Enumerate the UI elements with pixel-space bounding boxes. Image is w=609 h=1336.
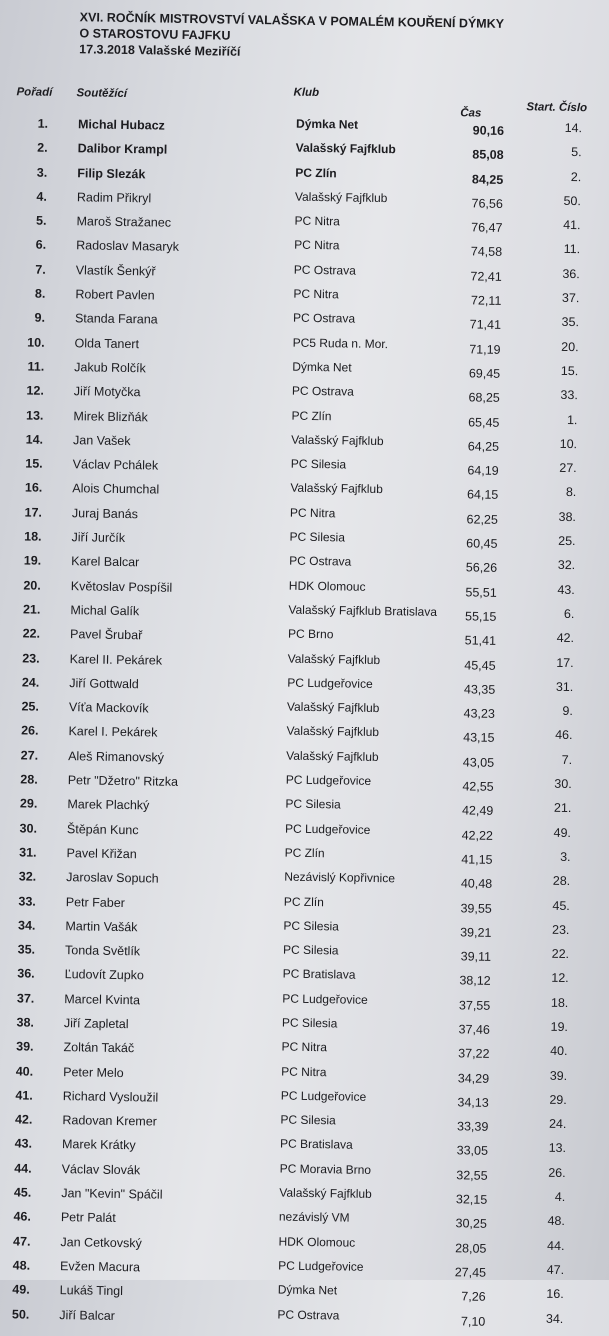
start-number-cell: 4. <box>554 1189 566 1205</box>
column-header-club: Klub <box>293 86 320 100</box>
time-cell: 7,26 <box>461 1289 486 1305</box>
column-header-name: Soutěžící <box>76 87 128 101</box>
name-cell: Jakub Rolčík <box>74 360 146 376</box>
club-cell: PC Silesia <box>283 918 339 934</box>
start-number-cell: 20. <box>561 339 579 354</box>
time-cell: 43,23 <box>463 706 495 721</box>
club-cell: Dýmka Net <box>277 1282 338 1298</box>
start-number-cell: 40. <box>550 1044 568 1059</box>
club-cell: Dýmka Net <box>292 359 352 375</box>
name-cell: Jan Cetkovský <box>60 1234 142 1251</box>
name-cell: Michal Galík <box>70 603 140 619</box>
rank-cell: 40. <box>15 1063 34 1079</box>
club-cell: Valašský Fajfklub <box>291 432 384 448</box>
name-cell: Jan Vašek <box>72 433 131 448</box>
start-number-cell: 7. <box>561 752 573 767</box>
time-cell: 69,45 <box>468 366 501 381</box>
time-cell: 37,46 <box>458 1022 490 1037</box>
name-cell: Václav Pchálek <box>72 457 159 473</box>
start-number-cell: 28. <box>552 873 571 889</box>
club-cell: PC Nitra <box>293 286 339 302</box>
start-number-cell: 21. <box>553 801 572 816</box>
rank-cell: 38. <box>16 1015 35 1030</box>
name-cell: Karel I. Pekárek <box>68 724 158 740</box>
time-cell: 76,47 <box>471 220 503 236</box>
title-line-1: XVI. ROČNÍK MISTROVSTVÍ VALAŠSKA V POMALÉM KOUŘENÍ DÝMKY <box>79 10 505 31</box>
time-cell: 41,15 <box>461 852 493 867</box>
start-number-cell: 13. <box>548 1141 567 1156</box>
rank-cell: 13. <box>25 408 44 423</box>
start-number-cell: 19. <box>550 1019 569 1035</box>
club-cell: PC Bratislava <box>282 966 356 983</box>
club-cell: Dýmka Net <box>295 116 359 132</box>
start-number-cell: 3. <box>560 849 571 864</box>
start-number-cell: 8. <box>565 485 577 500</box>
start-number-cell: 49. <box>553 825 572 840</box>
time-cell: 64,19 <box>467 463 499 479</box>
club-cell: HDK Olomouc <box>288 578 366 594</box>
rank-cell: 12. <box>26 383 44 399</box>
time-cell: 55,51 <box>465 585 497 600</box>
rank-cell: 2. <box>37 140 48 156</box>
club-cell: PC Nitra <box>289 505 336 521</box>
start-number-cell: 14. <box>564 120 583 136</box>
rank-cell: 32. <box>18 869 37 884</box>
rank-cell: 33. <box>18 893 36 909</box>
rank-cell: 15. <box>25 456 43 471</box>
start-number-cell: 9. <box>562 704 574 719</box>
rank-cell: 35. <box>17 942 36 957</box>
start-number-cell: 33. <box>560 388 578 403</box>
club-cell: PC Nitra <box>294 213 341 229</box>
club-cell: Valašský Fajfklub <box>279 1185 372 1202</box>
rank-cell: 49. <box>12 1282 30 1297</box>
time-cell: 64,25 <box>467 439 500 454</box>
club-cell: PC Ludgeřovice <box>284 821 371 837</box>
club-cell: PC Silesia <box>285 796 341 812</box>
time-cell: 72,11 <box>470 293 502 308</box>
start-number-cell: 50. <box>563 193 582 209</box>
name-cell: Jiří Balcar <box>59 1307 116 1323</box>
start-number-cell: 5. <box>571 145 582 160</box>
club-cell: Valašský Fajfklub <box>286 724 380 740</box>
rank-cell: 44. <box>14 1161 32 1176</box>
club-cell: PC Silesia <box>289 529 346 545</box>
start-number-cell: 11. <box>563 242 581 257</box>
start-number-cell: 30. <box>554 776 572 792</box>
time-cell: 56,26 <box>465 560 498 576</box>
name-cell: Richard Vysloužil <box>62 1088 159 1105</box>
club-cell: PC Silesia <box>281 1015 338 1031</box>
rank-cell: 29. <box>19 796 38 811</box>
rank-cell: 22. <box>22 626 41 641</box>
time-cell: 74,58 <box>470 244 503 260</box>
club-cell: PC Zlín <box>283 894 325 909</box>
start-number-cell: 24. <box>548 1116 567 1132</box>
rank-cell: 17. <box>24 505 43 520</box>
name-cell: Radoslav Masaryk <box>76 238 180 255</box>
time-cell: 43,35 <box>463 682 496 697</box>
club-cell: PC Silesia <box>290 456 347 472</box>
start-number-cell: 18. <box>550 995 569 1010</box>
name-cell: Petr Faber <box>65 894 126 910</box>
club-cell: PC Ludgeřovice <box>280 1088 367 1104</box>
time-cell: 27,45 <box>454 1265 487 1280</box>
club-cell: Valašský Fajfklub <box>286 699 380 716</box>
name-cell: Jan "Kevin" Spáčil <box>61 1186 163 1202</box>
rank-cell: 3. <box>36 165 48 180</box>
club-cell: Valašský Fajfklub <box>286 748 379 764</box>
club-cell: PC Nitra <box>294 238 340 253</box>
time-cell: 39,11 <box>460 949 492 964</box>
name-cell: Robert Pavlen <box>75 287 155 303</box>
club-cell: Valašský Fajfklub <box>287 651 381 667</box>
name-cell: Michal Hubacz <box>77 117 165 133</box>
club-cell: PC Nitra <box>281 1064 327 1079</box>
name-cell: Juraj Banás <box>71 505 139 521</box>
club-cell: PC Ostrava <box>292 311 356 326</box>
name-cell: Standa Farana <box>74 311 158 327</box>
name-cell: Jiří Motyčka <box>73 384 141 400</box>
time-cell: 34,13 <box>457 1095 489 1110</box>
name-cell: Alois Chumchal <box>72 481 160 498</box>
rank-cell: 37. <box>16 991 35 1006</box>
start-number-cell: 46. <box>555 728 573 743</box>
club-cell: PC Zlín <box>291 408 332 423</box>
time-cell: 39,21 <box>460 925 492 940</box>
name-cell: Víťa Mackovík <box>68 700 149 716</box>
rank-cell: 47. <box>13 1234 31 1249</box>
column-header-time: Čas <box>460 107 482 120</box>
name-cell: Karel Balcar <box>71 554 140 570</box>
time-cell: 71,19 <box>469 342 501 357</box>
start-number-cell: 44. <box>547 1238 565 1253</box>
name-cell: Olda Tanert <box>74 335 140 351</box>
name-cell: Jiří Gottwald <box>69 676 139 692</box>
club-cell: PC Nitra <box>281 1039 328 1055</box>
rank-cell: 31. <box>19 845 37 860</box>
rank-cell: 4. <box>36 189 48 204</box>
time-cell: 85,08 <box>472 147 504 163</box>
rank-cell: 7. <box>35 262 46 277</box>
name-cell: Jiří Zapletal <box>63 1016 129 1032</box>
start-number-cell: 42. <box>556 631 575 646</box>
start-number-cell: 31. <box>555 679 574 694</box>
time-cell: 30,25 <box>455 1216 487 1232</box>
name-cell: Aleš Rimanovský <box>68 748 165 765</box>
time-cell: 65,45 <box>468 414 500 430</box>
time-cell: 90,16 <box>472 123 505 138</box>
start-number-cell: 32. <box>557 558 576 573</box>
rank-cell: 41. <box>15 1088 33 1103</box>
time-cell: 72,41 <box>470 269 502 284</box>
rank-cell: 45. <box>13 1185 32 1200</box>
name-cell: Ľudovít Zupko <box>64 967 145 983</box>
rank-cell: 39. <box>16 1039 34 1054</box>
name-cell: Pavel Šrubař <box>69 627 143 643</box>
rank-cell: 11. <box>27 359 45 374</box>
time-cell: 64,15 <box>466 487 499 503</box>
time-cell: 37,55 <box>458 998 491 1013</box>
time-cell: 37,22 <box>458 1046 490 1062</box>
title-line-2: O STAROSTOVU FAJFKU <box>79 26 231 43</box>
rank-cell: 9. <box>34 310 46 326</box>
time-cell: 55,15 <box>464 609 497 624</box>
rank-cell: 26. <box>21 723 39 739</box>
column-header-rank: Pořadí <box>16 86 53 99</box>
club-cell: HDK Olomouc <box>278 1234 356 1250</box>
name-cell: Evžen Macura <box>60 1259 141 1275</box>
start-number-cell: 1. <box>566 412 578 427</box>
time-cell: 42,22 <box>461 827 494 843</box>
club-cell: PC Ludgeřovice <box>282 991 368 1007</box>
start-number-cell: 37. <box>561 290 580 306</box>
time-cell: 45,45 <box>464 657 496 673</box>
name-cell: Jiří Jurčík <box>71 530 126 546</box>
rank-cell: 36. <box>17 966 35 982</box>
rank-cell: 50. <box>11 1306 30 1322</box>
time-cell: 28,05 <box>455 1240 487 1256</box>
time-cell: 33,05 <box>456 1143 489 1159</box>
start-number-cell: 25. <box>558 533 576 549</box>
club-cell: PC Silesia <box>283 942 339 958</box>
start-number-cell: 26. <box>548 1165 566 1180</box>
club-cell: PC Ludgeřovice <box>285 772 372 788</box>
title-line-3: 17.3.2018 Valašské Meziříčí <box>79 42 241 59</box>
name-cell: Radovan Kremer <box>62 1113 158 1129</box>
rank-cell: 14. <box>25 432 44 447</box>
results-table <box>0 112 607 1336</box>
rank-cell: 20. <box>23 578 41 593</box>
name-cell: Václav Slovák <box>61 1161 141 1178</box>
rank-cell: 28. <box>20 772 38 787</box>
time-cell: 32,55 <box>456 1168 488 1183</box>
time-cell: 43,05 <box>462 755 495 770</box>
time-cell: 32,15 <box>455 1192 488 1207</box>
time-cell: 62,25 <box>466 512 499 527</box>
time-cell: 60,45 <box>466 536 498 551</box>
time-cell: 42,55 <box>462 779 494 794</box>
time-cell: 68,25 <box>468 390 500 406</box>
time-cell: 51,41 <box>464 633 497 649</box>
rank-cell: 16. <box>24 480 43 496</box>
club-cell: PC Bratislava <box>279 1137 353 1153</box>
name-cell: Maroš Stražanec <box>76 214 172 230</box>
rank-cell: 48. <box>12 1258 31 1273</box>
start-number-cell: 27. <box>559 461 577 476</box>
club-cell: PC Ostrava <box>293 262 356 278</box>
rank-cell: 23. <box>22 650 40 666</box>
club-cell: PC Moravia Brno <box>279 1161 372 1177</box>
start-number-cell: 15. <box>560 363 579 379</box>
rank-cell: 46. <box>13 1209 31 1224</box>
start-number-cell: 16. <box>546 1286 564 1302</box>
name-cell: Marek Plachký <box>67 797 150 813</box>
rank-cell: 1. <box>37 116 49 131</box>
start-number-cell: 22. <box>551 946 570 962</box>
rank-cell: 43. <box>14 1136 33 1152</box>
club-cell: Valašský Fajfklub <box>295 140 396 157</box>
name-cell: Květoslav Pospíšil <box>70 578 173 595</box>
club-cell: Valašský Fajfklub <box>294 189 388 205</box>
rank-cell: 19. <box>23 553 42 569</box>
start-number-cell: 39. <box>549 1068 568 1083</box>
document-header <box>79 9 504 64</box>
name-cell: Dalibor Krampl <box>77 141 168 157</box>
name-cell: Zoltán Takáč <box>63 1040 135 1056</box>
club-cell: Valašský Fajfklub <box>290 481 383 497</box>
rank-cell: 27. <box>20 748 39 763</box>
start-number-cell: 47. <box>546 1262 565 1277</box>
start-number-cell: 41. <box>563 218 581 233</box>
start-number-cell: 23. <box>551 922 570 937</box>
name-cell: Pavel Křižan <box>66 846 137 862</box>
start-number-cell: 29. <box>549 1092 567 1107</box>
name-cell: Tonda Světlík <box>64 943 141 959</box>
start-number-cell: 6. <box>563 606 575 622</box>
start-number-cell: 38. <box>558 509 577 524</box>
name-cell: Martin Vašák <box>65 918 138 935</box>
club-cell: PC Ostrava <box>289 553 352 569</box>
time-cell: 71,41 <box>469 317 502 333</box>
time-cell: 7,10 <box>460 1313 486 1329</box>
club-cell: Valašský Fajfklub Bratislava <box>288 602 438 619</box>
club-cell: PC Ludgeřovice <box>278 1258 364 1274</box>
rank-cell: 10. <box>27 335 45 350</box>
name-cell: Marek Krátky <box>61 1137 136 1153</box>
club-cell: Nezávislý Kopřivnice <box>284 869 396 886</box>
start-number-cell: 36. <box>562 266 580 281</box>
start-number-cell: 35. <box>561 315 580 330</box>
start-number-cell: 45. <box>552 898 570 913</box>
rank-cell: 21. <box>22 602 41 617</box>
rank-cell: 6. <box>35 238 47 253</box>
start-number-cell: 12. <box>551 971 569 986</box>
start-number-cell: 2. <box>570 169 582 184</box>
name-cell: Vlastík Šenkýř <box>75 263 156 279</box>
club-cell: PC5 Ruda n. Mor. <box>292 335 389 351</box>
rank-cell: 30. <box>19 821 38 836</box>
name-cell: Radim Přikryl <box>76 190 152 206</box>
time-cell: 76,56 <box>471 196 503 211</box>
time-cell: 38,12 <box>459 973 491 989</box>
name-cell: Marcel Kvinta <box>64 991 141 1008</box>
rank-cell: 24. <box>21 675 40 690</box>
column-header-start-number: Start. Číslo <box>526 101 588 115</box>
time-cell: 33,39 <box>456 1119 489 1134</box>
rank-cell: 8. <box>34 286 46 301</box>
club-cell: PC Ludgeřovice <box>287 675 373 691</box>
name-cell: Lukáš Tingl <box>59 1283 124 1299</box>
time-cell: 40,48 <box>460 876 493 892</box>
time-cell: 43,15 <box>463 730 495 746</box>
name-cell: Karel II. Pekárek <box>69 651 163 668</box>
time-cell: 34,29 <box>457 1070 490 1086</box>
time-cell: 42,49 <box>461 803 494 819</box>
club-cell: PC Zlín <box>295 165 337 180</box>
rank-cell: 34. <box>17 918 36 933</box>
club-cell: PC Brno <box>287 626 334 642</box>
club-cell: PC Silesia <box>280 1112 336 1128</box>
name-cell: Jaroslav Sopuch <box>66 870 159 886</box>
time-cell: 39,55 <box>460 900 492 916</box>
club-cell: PC Zlín <box>284 845 325 861</box>
rank-cell: 25. <box>21 699 40 714</box>
name-cell: Štěpán Kunc <box>66 821 139 837</box>
rank-cell: 5. <box>35 213 47 228</box>
rank-cell: 18. <box>24 529 42 544</box>
start-number-cell: 34. <box>545 1311 564 1326</box>
name-cell: Mirek Blizňák <box>73 408 148 424</box>
start-number-cell: 17. <box>556 655 574 670</box>
name-cell: Peter Melo <box>63 1064 124 1080</box>
club-cell: nezávislý VM <box>278 1209 350 1225</box>
club-cell: PC Ostrava <box>291 383 355 399</box>
time-cell: 84,25 <box>471 172 504 187</box>
rank-cell: 42. <box>14 1112 33 1127</box>
name-cell: Petr "Džetro" Ritzka <box>67 773 179 789</box>
name-cell: Petr Palát <box>60 1210 116 1226</box>
start-number-cell: 10. <box>559 436 578 451</box>
start-number-cell: 48. <box>547 1214 565 1229</box>
start-number-cell: 43. <box>557 582 575 597</box>
club-cell: PC Ostrava <box>277 1307 340 1323</box>
name-cell: Filip Slezák <box>77 165 146 181</box>
